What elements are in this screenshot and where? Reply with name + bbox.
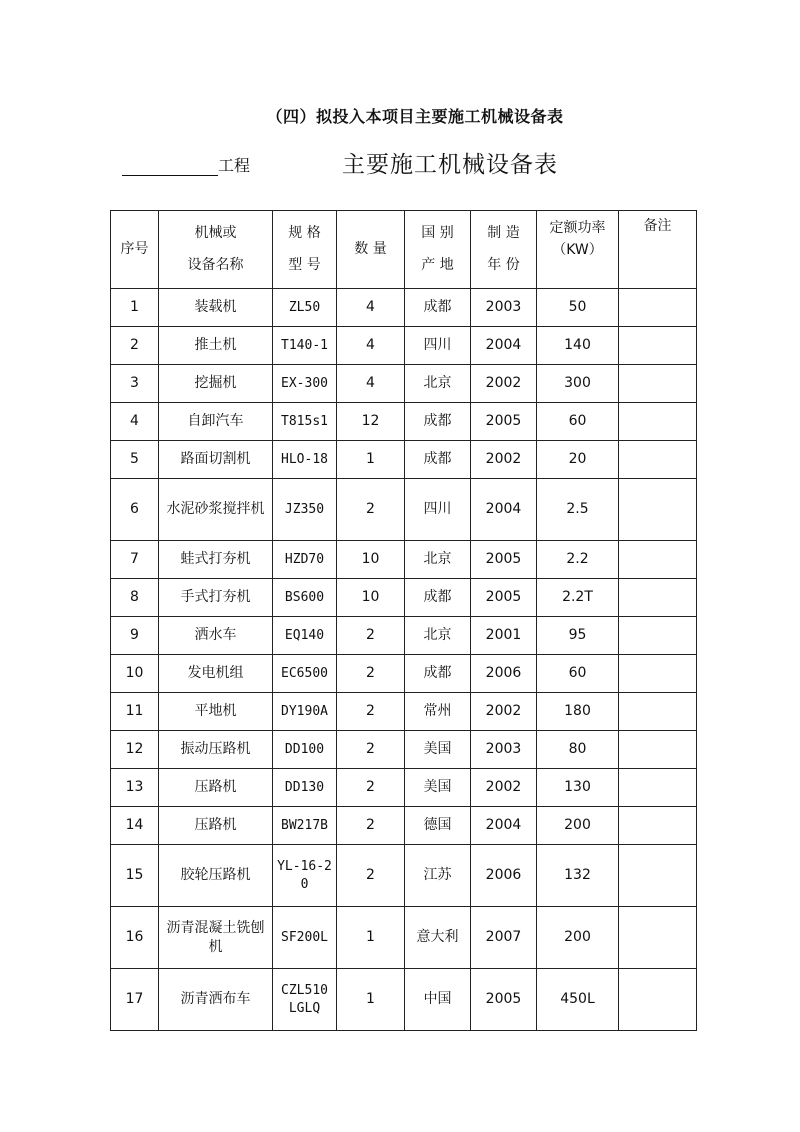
cell-name: 路面切割机 xyxy=(159,441,273,479)
cell-remark xyxy=(619,541,697,579)
cell-year: 2005 xyxy=(471,541,537,579)
cell-remark xyxy=(619,365,697,403)
cell-model: CZL510 LGLQ xyxy=(273,969,337,1031)
cell-power: 132 xyxy=(537,845,619,907)
cell-power: 130 xyxy=(537,769,619,807)
cell-year: 2004 xyxy=(471,479,537,541)
cell-model: DD130 xyxy=(273,769,337,807)
cell-name: 沥青洒布车 xyxy=(159,969,273,1031)
cell-name: 洒水车 xyxy=(159,617,273,655)
table-row xyxy=(111,969,697,1031)
cell-power: 180 xyxy=(537,693,619,731)
cell-qty: 1 xyxy=(337,907,405,969)
cell-qty: 4 xyxy=(337,365,405,403)
cell-power: 50 xyxy=(537,289,619,327)
cell-name: 蛙式打夯机 xyxy=(159,541,273,579)
cell-name: 装载机 xyxy=(159,289,273,327)
cell-qty: 2 xyxy=(337,731,405,769)
cell-power: 2.2 xyxy=(537,541,619,579)
project-suffix: 工程 xyxy=(218,156,251,175)
cell-power: 2.5 xyxy=(537,479,619,541)
cell-year: 2004 xyxy=(471,327,537,365)
cell-origin: 成都 xyxy=(405,403,471,441)
header-name-line2: 设备名称 xyxy=(187,257,244,273)
cell-seq: 5 xyxy=(111,441,159,479)
cell-model: BS600 xyxy=(273,579,337,617)
cell-remark xyxy=(619,479,697,541)
cell-qty: 12 xyxy=(337,403,405,441)
header-qty: 数 量 xyxy=(337,211,405,289)
cell-model: T815s1 xyxy=(273,403,337,441)
cell-seq: 16 xyxy=(111,907,159,969)
cell-power: 200 xyxy=(537,907,619,969)
cell-power: 300 xyxy=(537,365,619,403)
cell-qty: 2 xyxy=(337,845,405,907)
table-row xyxy=(111,289,697,327)
cell-qty: 2 xyxy=(337,807,405,845)
cell-name: 振动压路机 xyxy=(159,731,273,769)
cell-model: HZD70 xyxy=(273,541,337,579)
cell-origin: 四川 xyxy=(405,327,471,365)
cell-name: 手式打夯机 xyxy=(159,579,273,617)
cell-seq: 6 xyxy=(111,479,159,541)
cell-remark xyxy=(619,579,697,617)
table-row xyxy=(111,655,697,693)
cell-name: 胶轮压路机 xyxy=(159,845,273,907)
cell-seq: 2 xyxy=(111,327,159,365)
cell-origin: 北京 xyxy=(405,617,471,655)
table-row xyxy=(111,579,697,617)
table-title: 主要施工机械设备表 xyxy=(342,152,558,178)
header-origin xyxy=(405,211,471,289)
header-origin-line2: 产 地 xyxy=(421,257,454,273)
cell-seq: 12 xyxy=(111,731,159,769)
cell-qty: 2 xyxy=(337,655,405,693)
cell-remark xyxy=(619,403,697,441)
cell-seq: 13 xyxy=(111,769,159,807)
cell-year: 2004 xyxy=(471,807,537,845)
cell-name: 发电机组 xyxy=(159,655,273,693)
cell-origin: 成都 xyxy=(405,579,471,617)
cell-origin: 意大利 xyxy=(405,907,471,969)
cell-origin: 四川 xyxy=(405,479,471,541)
cell-power: 20 xyxy=(537,441,619,479)
cell-year: 2002 xyxy=(471,769,537,807)
header-origin-line1: 国 别 xyxy=(421,225,454,241)
cell-year: 2005 xyxy=(471,969,537,1031)
cell-remark xyxy=(619,655,697,693)
cell-seq: 7 xyxy=(111,541,159,579)
table-body xyxy=(111,289,697,1031)
cell-qty: 10 xyxy=(337,541,405,579)
cell-year: 2006 xyxy=(471,655,537,693)
equipment-table xyxy=(110,210,697,1031)
cell-name: 平地机 xyxy=(159,693,273,731)
header-year-line1: 制 造 xyxy=(487,225,520,241)
section-heading: （四）拟投入本项目主要施工机械设备表 xyxy=(266,107,564,126)
table-row xyxy=(111,541,697,579)
cell-origin: 江苏 xyxy=(405,845,471,907)
cell-remark xyxy=(619,969,697,1031)
table-row xyxy=(111,479,697,541)
cell-remark xyxy=(619,769,697,807)
header-power-line1: 定额功率 xyxy=(549,220,606,236)
cell-power: 140 xyxy=(537,327,619,365)
cell-qty: 4 xyxy=(337,289,405,327)
cell-model: ZL50 xyxy=(273,289,337,327)
project-name-line xyxy=(122,150,250,176)
cell-model: DY190A xyxy=(273,693,337,731)
header-model xyxy=(273,211,337,289)
cell-seq: 14 xyxy=(111,807,159,845)
cell-year: 2005 xyxy=(471,403,537,441)
cell-qty: 2 xyxy=(337,479,405,541)
cell-name: 推土机 xyxy=(159,327,273,365)
table-row xyxy=(111,907,697,969)
cell-origin: 成都 xyxy=(405,289,471,327)
header-power-line2: （KW） xyxy=(552,242,603,258)
table-row xyxy=(111,845,697,907)
cell-year: 2002 xyxy=(471,693,537,731)
cell-name: 压路机 xyxy=(159,807,273,845)
table-row xyxy=(111,365,697,403)
cell-seq: 1 xyxy=(111,289,159,327)
cell-qty: 1 xyxy=(337,441,405,479)
cell-qty: 1 xyxy=(337,969,405,1031)
cell-power: 60 xyxy=(537,403,619,441)
cell-qty: 10 xyxy=(337,579,405,617)
cell-model: EX-300 xyxy=(273,365,337,403)
cell-model: DD100 xyxy=(273,731,337,769)
table-row xyxy=(111,807,697,845)
table-row xyxy=(111,769,697,807)
header-model-line2: 型 号 xyxy=(288,257,321,273)
table-row xyxy=(111,617,697,655)
cell-model: EQ140 xyxy=(273,617,337,655)
cell-remark xyxy=(619,807,697,845)
cell-model: HLO-18 xyxy=(273,441,337,479)
header-year xyxy=(471,211,537,289)
cell-origin: 北京 xyxy=(405,541,471,579)
cell-origin: 成都 xyxy=(405,655,471,693)
cell-model: SF200L xyxy=(273,907,337,969)
cell-seq: 4 xyxy=(111,403,159,441)
cell-qty: 4 xyxy=(337,327,405,365)
cell-power: 200 xyxy=(537,807,619,845)
cell-seq: 10 xyxy=(111,655,159,693)
table-row xyxy=(111,327,697,365)
cell-remark xyxy=(619,289,697,327)
cell-year: 2001 xyxy=(471,617,537,655)
cell-qty: 2 xyxy=(337,617,405,655)
cell-origin: 北京 xyxy=(405,365,471,403)
cell-origin: 美国 xyxy=(405,769,471,807)
header-name xyxy=(159,211,273,289)
cell-seq: 8 xyxy=(111,579,159,617)
cell-origin: 美国 xyxy=(405,731,471,769)
cell-origin: 德国 xyxy=(405,807,471,845)
cell-seq: 15 xyxy=(111,845,159,907)
cell-remark xyxy=(619,907,697,969)
cell-model: BW217B xyxy=(273,807,337,845)
cell-year: 2006 xyxy=(471,845,537,907)
cell-power: 95 xyxy=(537,617,619,655)
cell-origin: 常州 xyxy=(405,693,471,731)
cell-year: 2005 xyxy=(471,579,537,617)
cell-name: 挖掘机 xyxy=(159,365,273,403)
header-name-line1: 机械或 xyxy=(194,225,237,241)
cell-model: JZ350 xyxy=(273,479,337,541)
cell-qty: 2 xyxy=(337,693,405,731)
cell-name: 沥青混凝土铣刨机 xyxy=(159,907,273,969)
table-row xyxy=(111,693,697,731)
table-row xyxy=(111,403,697,441)
cell-name: 压路机 xyxy=(159,769,273,807)
table-row xyxy=(111,441,697,479)
cell-remark xyxy=(619,441,697,479)
cell-power: 60 xyxy=(537,655,619,693)
header-year-line2: 年 份 xyxy=(487,257,520,273)
cell-name: 自卸汽车 xyxy=(159,403,273,441)
cell-power: 2.2T xyxy=(537,579,619,617)
header-seq: 序号 xyxy=(111,211,159,289)
cell-origin: 成都 xyxy=(405,441,471,479)
cell-qty: 2 xyxy=(337,769,405,807)
cell-year: 2003 xyxy=(471,731,537,769)
header-power xyxy=(537,211,619,289)
header-model-line1: 规 格 xyxy=(288,225,321,241)
cell-year: 2003 xyxy=(471,289,537,327)
header-remark: 备注 xyxy=(619,211,697,289)
cell-seq: 3 xyxy=(111,365,159,403)
cell-remark xyxy=(619,327,697,365)
cell-power: 80 xyxy=(537,731,619,769)
cell-remark xyxy=(619,693,697,731)
cell-model: T140-1 xyxy=(273,327,337,365)
cell-seq: 9 xyxy=(111,617,159,655)
cell-name: 水泥砂浆搅拌机 xyxy=(159,479,273,541)
table-row xyxy=(111,731,697,769)
cell-model: YL-16-20 xyxy=(273,845,337,907)
cell-power: 450L xyxy=(537,969,619,1031)
cell-year: 2007 xyxy=(471,907,537,969)
cell-year: 2002 xyxy=(471,365,537,403)
cell-year: 2002 xyxy=(471,441,537,479)
cell-remark xyxy=(619,731,697,769)
project-name-blank[interactable] xyxy=(122,153,218,176)
cell-origin: 中国 xyxy=(405,969,471,1031)
cell-seq: 17 xyxy=(111,969,159,1031)
cell-remark xyxy=(619,845,697,907)
cell-seq: 11 xyxy=(111,693,159,731)
cell-remark xyxy=(619,617,697,655)
cell-model: EC6500 xyxy=(273,655,337,693)
table-header-row xyxy=(111,211,697,289)
